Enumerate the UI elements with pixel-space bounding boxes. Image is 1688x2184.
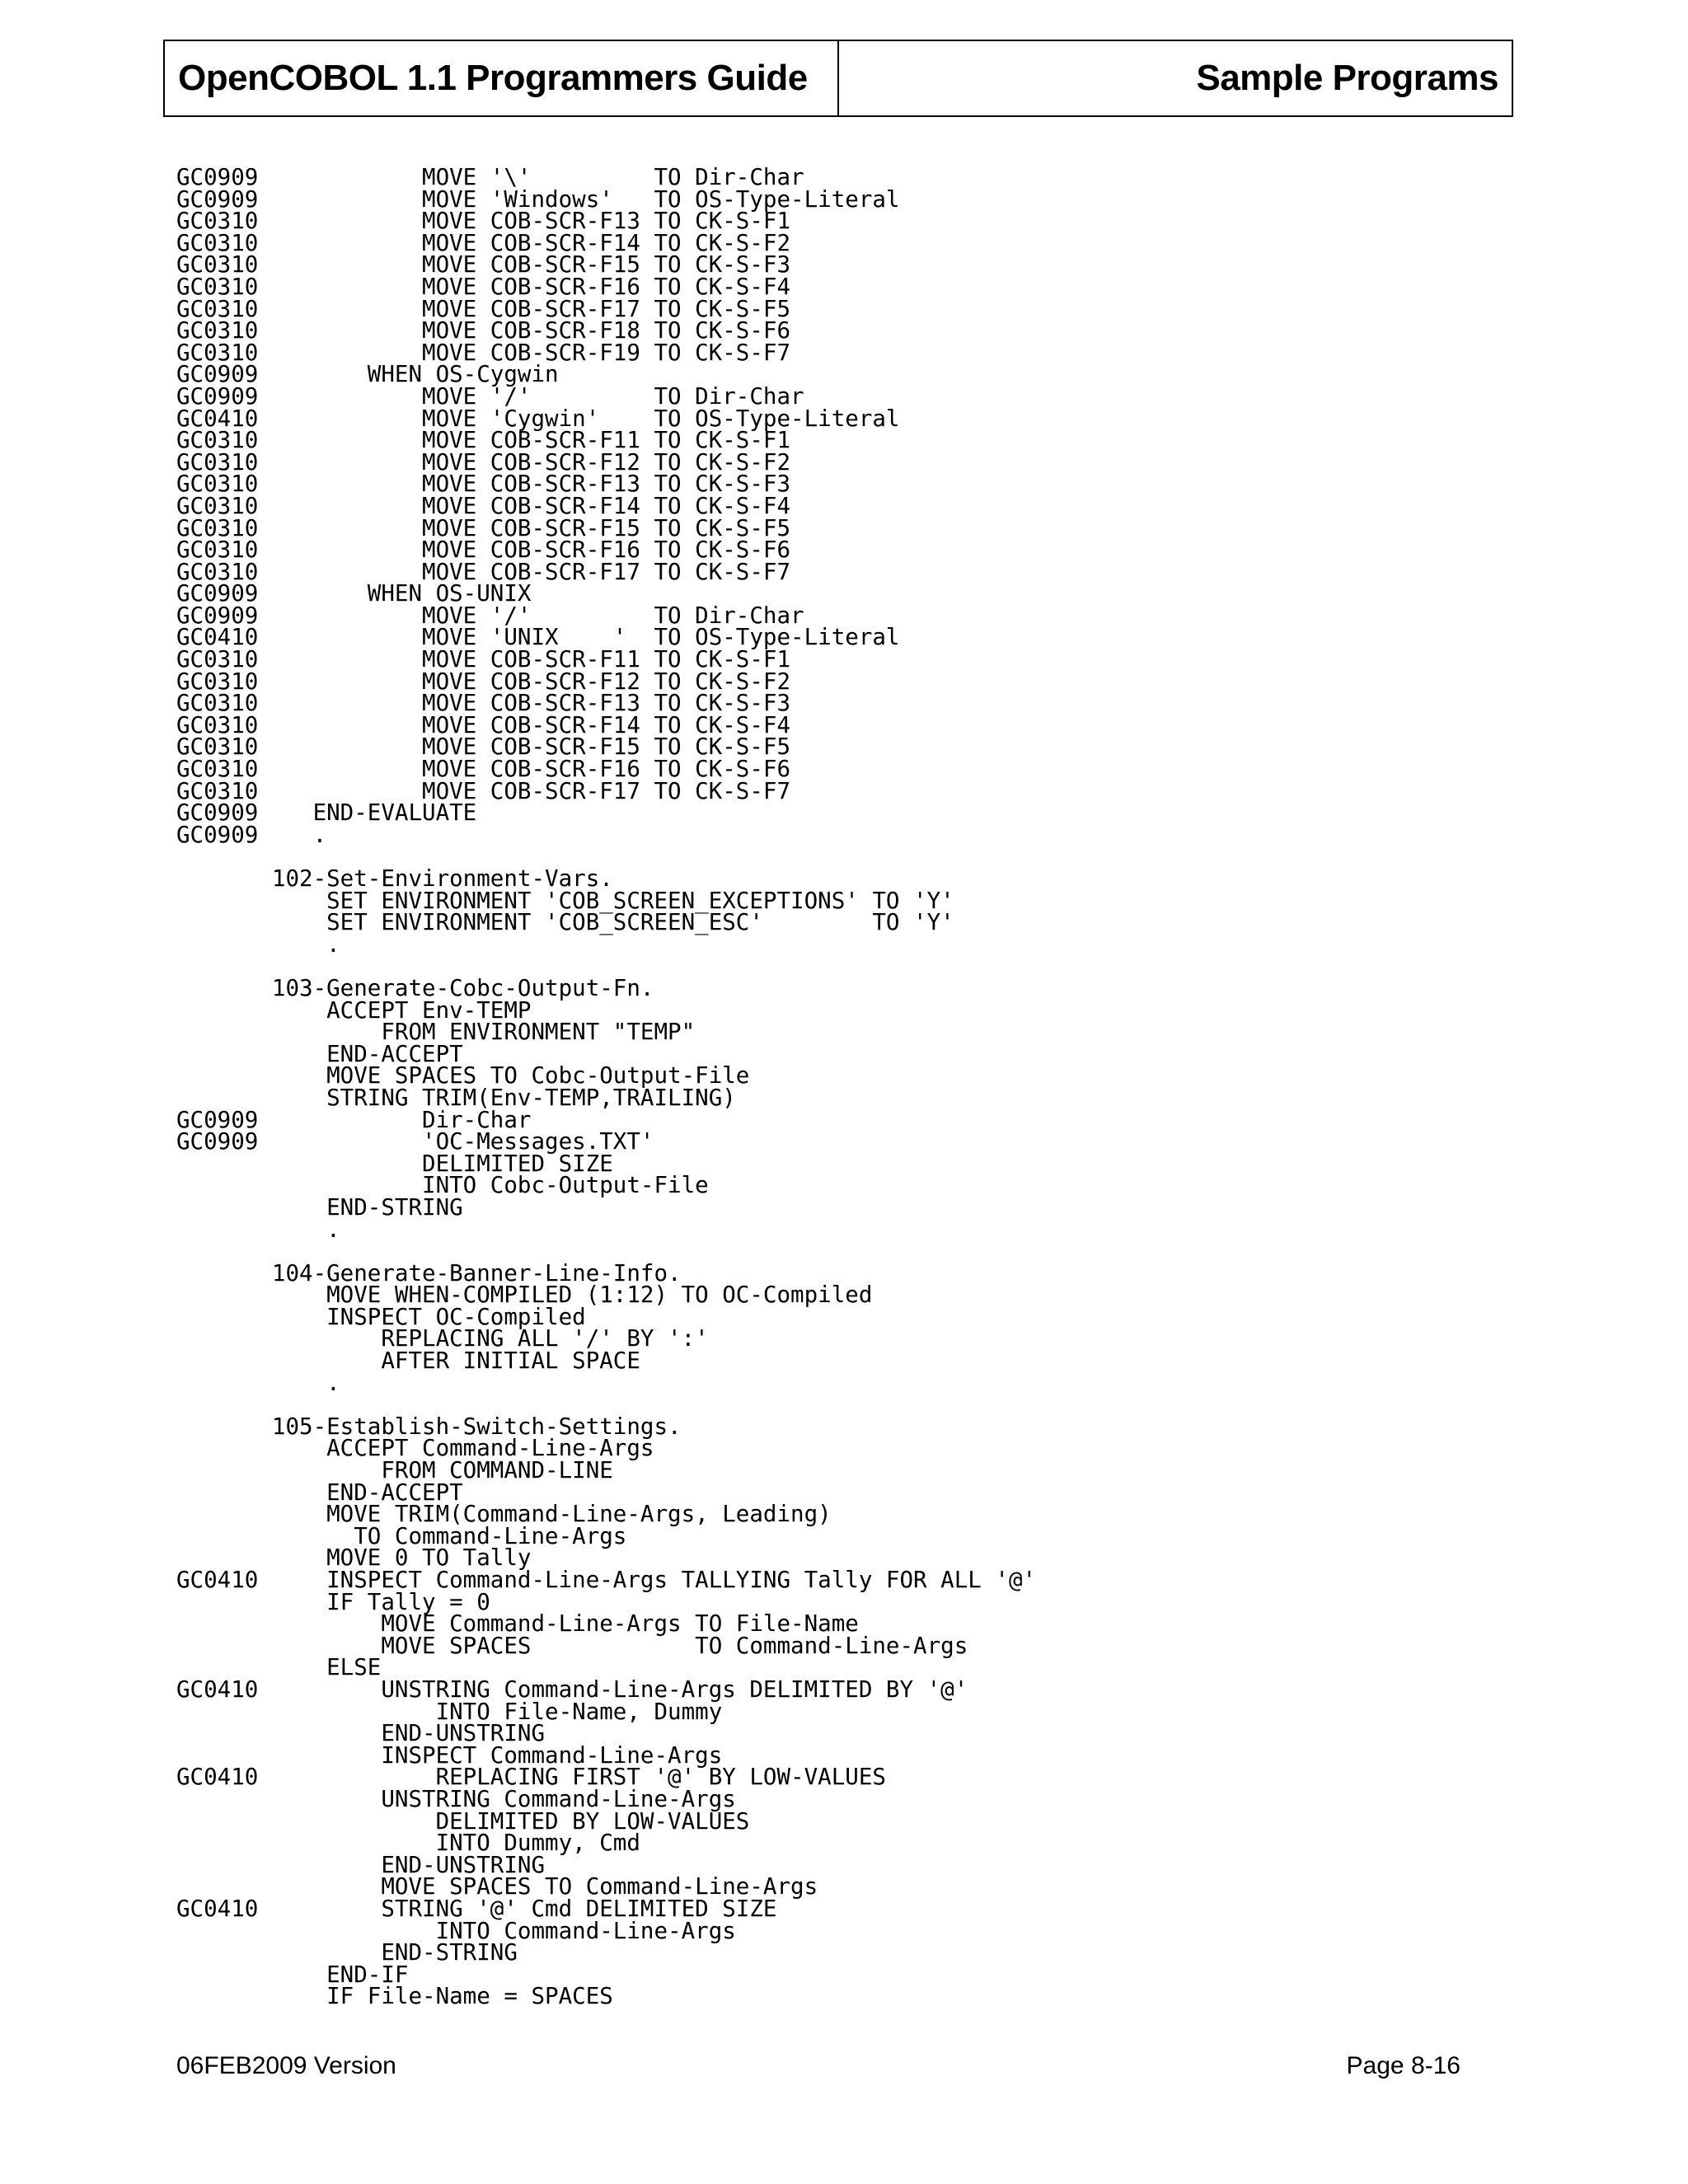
code-line: GC0909 Dir-Char bbox=[176, 1106, 532, 1133]
code-line bbox=[176, 955, 1036, 977]
code-line: INTO File-Name, Dummy bbox=[176, 1698, 723, 1725]
code-line: 102-Set-Environment-Vars. bbox=[176, 865, 613, 892]
footer-version: 06FEB2009 Version bbox=[176, 2052, 396, 2079]
code-line: GC0909 WHEN OS-Cygwin bbox=[176, 361, 559, 388]
code-line: GC0909 MOVE '\' TO Dir-Char bbox=[176, 164, 804, 190]
code-line: GC0310 MOVE COB-SCR-F16 TO CK-S-F4 bbox=[176, 273, 791, 300]
code-line: DELIMITED BY LOW-VALUES bbox=[176, 1807, 750, 1835]
code-line: STRING TRIM(Env-TEMP,TRAILING) bbox=[176, 1084, 736, 1111]
code-line: GC0909 MOVE '/' TO Dir-Char bbox=[176, 382, 804, 410]
code-line: 104-Generate-Banner-Line-Info. bbox=[176, 1259, 682, 1286]
code-line: END-ACCEPT bbox=[176, 1479, 463, 1506]
code-line: REPLACING ALL '/' BY ':' bbox=[176, 1325, 709, 1352]
code-line: GC0310 MOVE COB-SCR-F15 TO CK-S-F3 bbox=[176, 251, 791, 279]
code-line: GC0310 MOVE COB-SCR-F12 TO CK-S-F2 bbox=[176, 668, 791, 695]
code-line: AFTER INITIAL SPACE bbox=[176, 1347, 640, 1375]
code-line: INTO Dummy, Cmd bbox=[176, 1830, 640, 1857]
code-line: GC0310 MOVE COB-SCR-F14 TO CK-S-F2 bbox=[176, 229, 791, 256]
code-line: MOVE TRIM(Command-Line-Args, Leading) bbox=[176, 1501, 832, 1528]
code-line: GC0310 MOVE COB-SCR-F14 TO CK-S-F4 bbox=[176, 711, 791, 738]
code-line: GC0410 STRING '@' Cmd DELIMITED SIZE bbox=[176, 1895, 777, 1922]
code-line: GC0909 MOVE 'Windows' TO OS-Type-Literal bbox=[176, 185, 900, 213]
code-line: 105-Establish-Switch-Settings. bbox=[176, 1413, 682, 1440]
code-line: GC0909 . bbox=[176, 821, 327, 848]
code-line: GC0310 MOVE COB-SCR-F15 TO CK-S-F5 bbox=[176, 733, 791, 761]
code-line: GC0310 MOVE COB-SCR-F13 TO CK-S-F1 bbox=[176, 208, 791, 235]
code-line: IF Tally = 0 bbox=[176, 1588, 490, 1615]
code-line: GC0310 MOVE COB-SCR-F15 TO CK-S-F5 bbox=[176, 514, 791, 541]
footer-page-number: Page 8-16 bbox=[1346, 2052, 1461, 2079]
code-line: GC0410 MOVE 'UNIX ' TO OS-Type-Literal bbox=[176, 624, 900, 651]
code-line: GC0909 WHEN OS-UNIX bbox=[176, 580, 532, 607]
code-line: GC0410 MOVE 'Cygwin' TO OS-Type-Literal bbox=[176, 405, 900, 432]
code-line: END-IF bbox=[176, 1961, 409, 1988]
code-line: SET ENVIRONMENT 'COB_SCREEN_ESC' TO 'Y' bbox=[176, 909, 954, 936]
code-line: END-STRING bbox=[176, 1939, 518, 1966]
code-line: GC0310 MOVE COB-SCR-F16 TO CK-S-F6 bbox=[176, 537, 791, 564]
code-line: GC0310 MOVE COB-SCR-F19 TO CK-S-F7 bbox=[176, 339, 791, 366]
page-header bbox=[163, 40, 1513, 117]
code-line: ACCEPT Env-TEMP bbox=[176, 996, 532, 1024]
code-line: END-ACCEPT bbox=[176, 1040, 463, 1067]
code-line bbox=[176, 1240, 1036, 1263]
code-line: GC0310 MOVE COB-SCR-F17 TO CK-S-F5 bbox=[176, 295, 791, 322]
code-line: UNSTRING Command-Line-Args bbox=[176, 1785, 736, 1812]
code-line: GC0310 MOVE COB-SCR-F17 TO CK-S-F7 bbox=[176, 558, 791, 585]
code-line: FROM COMMAND-LINE bbox=[176, 1457, 613, 1484]
code-line: GC0909 END-EVALUATE bbox=[176, 799, 477, 827]
section-title: Sample Programs bbox=[1196, 58, 1498, 98]
code-line: DELIMITED SIZE bbox=[176, 1150, 613, 1177]
code-line: INTO Cobc-Output-File bbox=[176, 1172, 709, 1199]
code-line: ACCEPT Command-Line-Args bbox=[176, 1435, 654, 1462]
document-title: OpenCOBOL 1.1 Programmers Guide bbox=[165, 41, 839, 115]
code-line: TO Command-Line-Args bbox=[176, 1522, 627, 1549]
code-line: INSPECT OC-Compiled bbox=[176, 1303, 586, 1330]
code-line: MOVE WHEN-COMPILED (1:12) TO OC-Compiled bbox=[176, 1282, 873, 1309]
code-line: END-UNSTRING bbox=[176, 1720, 546, 1747]
code-line: ELSE bbox=[176, 1654, 382, 1681]
code-line: . bbox=[176, 1216, 340, 1243]
code-line: GC0410 REPLACING FIRST '@' BY LOW-VALUES bbox=[176, 1764, 886, 1791]
code-line: GC0310 MOVE COB-SCR-F18 TO CK-S-F6 bbox=[176, 317, 791, 344]
code-line: END-STRING bbox=[176, 1193, 463, 1221]
code-line: GC0310 MOVE COB-SCR-F11 TO CK-S-F1 bbox=[176, 427, 791, 454]
code-line: GC0310 MOVE COB-SCR-F17 TO CK-S-F7 bbox=[176, 777, 791, 804]
code-line: GC0410 UNSTRING Command-Line-Args DELIMITED BY '@' bbox=[176, 1675, 968, 1703]
code-line: GC0310 MOVE COB-SCR-F11 TO CK-S-F1 bbox=[176, 646, 791, 673]
code-line: GC0410 INSPECT Command-Line-Args TALLYING Tally FOR ALL '@' bbox=[176, 1567, 1037, 1593]
code-line: MOVE SPACES TO Command-Line-Args bbox=[176, 1632, 968, 1659]
code-line: MOVE Command-Line-Args TO File-Name bbox=[176, 1610, 859, 1638]
code-line bbox=[176, 846, 1036, 868]
code-line: GC0310 MOVE COB-SCR-F12 TO CK-S-F2 bbox=[176, 448, 791, 476]
code-line: GC0310 MOVE COB-SCR-F14 TO CK-S-F4 bbox=[176, 492, 791, 519]
code-listing bbox=[176, 166, 1036, 2008]
code-line: MOVE SPACES TO Command-Line-Args bbox=[176, 1873, 818, 1900]
code-line: INSPECT Command-Line-Args bbox=[176, 1741, 723, 1769]
code-line: GC0310 MOVE COB-SCR-F13 TO CK-S-F3 bbox=[176, 690, 791, 717]
code-line: GC0909 'OC-Messages.TXT' bbox=[176, 1128, 654, 1155]
code-line: MOVE 0 TO Tally bbox=[176, 1544, 532, 1572]
code-line: IF File-Name = SPACES bbox=[176, 1983, 613, 2010]
code-line: 103-Generate-Cobc-Output-Fn. bbox=[176, 974, 654, 1001]
code-line: MOVE SPACES TO Cobc-Output-File bbox=[176, 1062, 750, 1090]
code-line: . bbox=[176, 1369, 340, 1396]
code-line: . bbox=[176, 930, 340, 958]
code-line bbox=[176, 1394, 1036, 1416]
code-line: GC0310 MOVE COB-SCR-F16 TO CK-S-F6 bbox=[176, 756, 791, 783]
code-line: INTO Command-Line-Args bbox=[176, 1917, 736, 1944]
code-line: SET ENVIRONMENT 'COB_SCREEN_EXCEPTIONS' TO 'Y' bbox=[176, 887, 954, 914]
code-line: GC0310 MOVE COB-SCR-F13 TO CK-S-F3 bbox=[176, 471, 791, 498]
code-line: GC0909 MOVE '/' TO Dir-Char bbox=[176, 602, 804, 629]
code-line: FROM ENVIRONMENT "TEMP" bbox=[176, 1019, 696, 1046]
code-line: END-UNSTRING bbox=[176, 1851, 546, 1878]
